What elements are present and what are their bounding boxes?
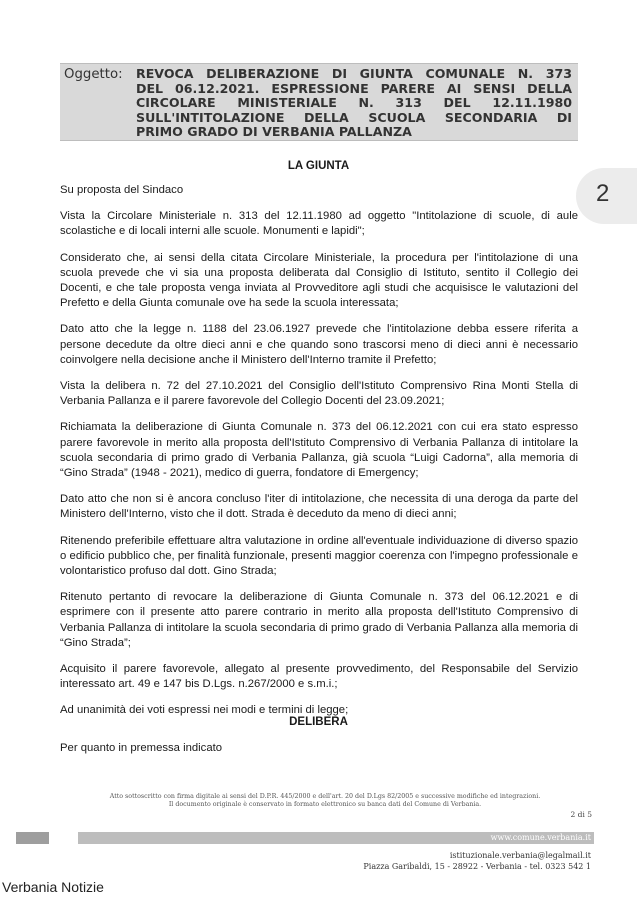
footer-bar-left bbox=[16, 832, 49, 844]
document-body bbox=[60, 183, 578, 730]
signature-note bbox=[60, 793, 590, 809]
subject-line: REVOCA DELIBERAZIONE DI GIUNTA COMUNALE N. 373 bbox=[136, 66, 572, 81]
paragraph: Dato atto che non si è ancora concluso l'iter di intitolazione, che necessita di una deroga da parte del Ministero dell'Interno, visto che il dott. Strada è deceduto da meno di dieci anni; bbox=[60, 493, 578, 521]
paragraph: Acquisito il parere favorevole, allegato al presente provvedimento, del Responsabile del Servizio interessato art. 49 e 147 bis D.Lgs. n.267/2000 e s.m.i.; bbox=[60, 663, 578, 691]
paragraph: Ad unanimità dei voti espressi nei modi e termini di legge; bbox=[60, 704, 349, 717]
subject-line: PRIMO GRADO DI VERBANIA PALLANZA bbox=[136, 124, 412, 139]
signature-note-line: Atto sottoscritto con firma digitale ai sensi del D.P.R. 445/2000 e dell'art. 20 del D.Lgs 82/2005 e successive modifiche ed integrazioni. bbox=[109, 793, 541, 800]
signature-note-line: Il documento originale è conservato in formato elettronico su banca dati del Comune di Verbania. bbox=[168, 801, 482, 808]
subject-line: SULL'INTITOLAZIONE DELLA SCUOLA SECONDARIA DI bbox=[136, 109, 572, 125]
page-section-tab bbox=[576, 168, 637, 224]
paragraph: Dato atto che la legge n. 1188 del 23.06.1927 prevede che l'intitolazione debba essere riferita a persone decedute da oltre dieci anni e che quando sono trascorsi meno di dieci anni è necessario coinvolgere nella decisione anche il Ministero dell'Interno tramite il Prefetto; bbox=[60, 323, 578, 366]
address-text: Piazza Garibaldi, 15 - 28922 - Verbania - tel. 0323 542 1 bbox=[363, 862, 591, 871]
subject-text bbox=[136, 67, 572, 140]
website-link[interactable]: www.comune.verbania.it bbox=[490, 833, 591, 842]
footer-bar bbox=[78, 832, 594, 844]
heading-giunta: LA GIUNTA bbox=[287, 160, 350, 172]
heading-delibera: DELIBERA bbox=[289, 716, 348, 728]
paragraph: Su proposta del Sindaco bbox=[60, 184, 184, 196]
paragraph: Ritenuto pertanto di revocare la deliberazione di Giunta Comunale n. 373 del 06.12.2021 e di esprimere con il presente atto parere contrario in merito alla proposta dell'Istituto Comprensivo di Verbania Pallanza di intitolare la scuola secondaria di primo grado di Verbania Pallanza alla memoria di “Gino Strada”; bbox=[60, 591, 578, 649]
closing-text: Per quanto in premessa indicato bbox=[60, 742, 223, 754]
section-number: 2 bbox=[596, 180, 610, 207]
subject-label: Oggetto: bbox=[64, 67, 123, 82]
paragraph: Ritenendo preferibile effettuare altra valutazione in ordine all'eventuale individuazione di diverso spazio o edificio pubblico che, per finalità funzionale, presenti maggior coerenza con l'impegno professionale e volontaristico profuso dal dott. Gino Strada; bbox=[60, 534, 578, 578]
paragraph: Vista la Circolare Ministeriale n. 313 del 12.11.1980 ad oggetto "Intitolazione di scuole, di aule scolastiche e di locali interni alle scuole. Monumenti e lapidi"; bbox=[60, 210, 578, 238]
subject-line: CIRCOLARE MINISTERIALE N. 313 DEL 12.11.1980 bbox=[136, 95, 572, 110]
page-number: 2 di 5 bbox=[570, 810, 592, 819]
paragraph: Considerato che, ai sensi della citata Circolare Ministeriale, la procedura per l'intitolazione di una scuola prevede che vi sia una proposta deliberata dal Consiglio di Istituto, sentito il Collegio dei Docenti, e che tale proposta venga inviata al Provveditore agli studi che acquisisce le valutazioni del Prefetto e della Giunta comunale ove ha sede la scuola interessata; bbox=[60, 251, 578, 310]
email-link[interactable]: istituzionale.verbania@legalmail.it bbox=[449, 851, 591, 860]
watermark: Verbania Notizie bbox=[2, 879, 104, 895]
subject-box bbox=[60, 63, 578, 141]
subject-line: DEL 06.12.2021. ESPRESSIONE PARERE AI SENSI DELLA bbox=[136, 80, 572, 96]
paragraph: Vista la delibera n. 72 del 27.10.2021 del Consiglio dell'Istituto Comprensivo Rina Monti Stella di Verbania Pallanza e il parere favorevole del Collegio Docenti del 23.09.2021; bbox=[60, 380, 578, 408]
paragraph: Richiamata la deliberazione di Giunta Comunale n. 373 del 06.12.2021 con cui era stato espresso parere favorevole in merito alla proposta dell'Istituto Comprensivo di Verbania Pallanza di intitolare la scuola secondaria di primo grado di Verbania Pallanza, già scuola “Luigi Cadorna”, alla memoria di “Gino Strada” (1948 - 2021), medico di guerra, fondatore di Emergency; bbox=[60, 421, 578, 480]
